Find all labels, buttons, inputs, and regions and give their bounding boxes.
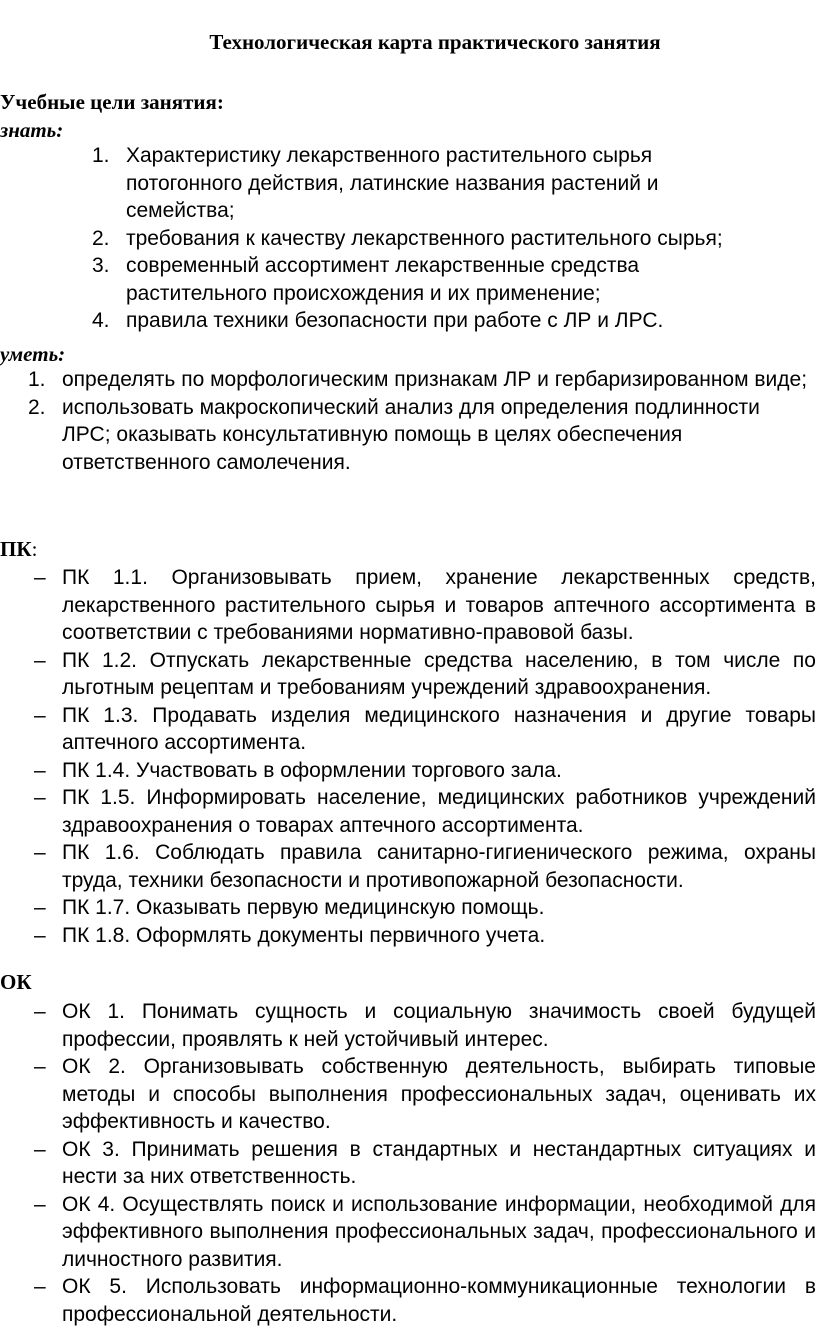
- list-item-text: Характеристику лекарственного растительного сырья потогонного действия, латинские названия растений и семейства;: [126, 144, 659, 222]
- dash-bullet: –: [34, 1137, 46, 1161]
- list-number: 2.: [92, 226, 110, 250]
- ok-heading: ОК: [0, 970, 32, 994]
- list-item: [0, 784, 816, 839]
- pk-heading: [0, 535, 37, 563]
- know-label: знать:: [0, 118, 64, 142]
- list-item: [0, 1053, 816, 1136]
- list-item-text: ОК 1. Понимать сущность и социальную значимость своей будущей профессии, проявлять к ней устойчивый интерес.: [62, 1000, 816, 1051]
- know-list: [92, 142, 752, 335]
- pk-list: [0, 564, 816, 949]
- list-item: [0, 564, 816, 647]
- list-number: 1.: [92, 144, 110, 167]
- list-item-text: ОК 4. Осуществлять поиск и использование информации, необходимой для эффективного выполнения профессиональных задач, профессионального и личностного развития.: [62, 1192, 816, 1271]
- list-item: [0, 922, 816, 950]
- list-item: [0, 1191, 816, 1274]
- list-number: 1.: [28, 368, 46, 391]
- dash-bullet: –: [34, 1275, 46, 1298]
- list-item: [92, 225, 752, 253]
- list-item: [0, 647, 816, 702]
- can-label: уметь:: [0, 342, 66, 366]
- dash-bullet: –: [34, 648, 46, 672]
- list-item-text: определять по морфологическим признакам ЛР и гербаризированном виде;: [62, 368, 808, 391]
- dash-bullet: –: [34, 1192, 46, 1216]
- dash-bullet: –: [34, 566, 46, 589]
- goals-heading: Учебные цели занятия:: [0, 90, 224, 114]
- dash-bullet: –: [34, 1055, 46, 1078]
- list-item: [0, 998, 816, 1053]
- list-item: [0, 757, 816, 785]
- list-item: [0, 894, 816, 922]
- dash-bullet: –: [34, 896, 46, 919]
- list-number: 2.: [28, 395, 46, 419]
- list-item-text: ПК 1.5. Информировать население, медицинских работников учреждений здравоохранения о товарах аптечного ассортимента.: [62, 786, 816, 837]
- list-item-text: ПК 1.4. Участвовать в оформлении торгового зала.: [62, 758, 562, 782]
- list-item: [0, 839, 816, 894]
- list-item-text: правила техники безопасности при работе с ЛР и ЛРС.: [126, 309, 664, 332]
- ok-list: [0, 998, 816, 1328]
- list-item: [28, 366, 808, 394]
- pk-colon: :: [31, 537, 38, 561]
- list-item-text: ОК 2. Организовывать собственную деятельность, выбирать типовые методы и способы выполнения профессиональных задач, оценивать их эффективность и качество.: [62, 1055, 816, 1133]
- dash-bullet: –: [34, 758, 46, 782]
- list-item-text: ПК 1.2. Отпускать лекарственные средства населению, в том числе по льготным рецептам и требованиям учреждений здравоохранения.: [62, 648, 816, 699]
- list-item-text: ПК 1.3. Продавать изделия медицинского назначения и другие товары аптечного ассортимента.: [62, 703, 816, 754]
- list-number: 4.: [92, 309, 110, 332]
- list-item: [0, 1273, 816, 1328]
- list-item: [0, 1136, 816, 1191]
- document-title: Технологическая карта практического занятия: [209, 30, 661, 54]
- list-item-text: ОК 5. Использовать информационно-коммуникационные технологии в профессиональной деятельности.: [62, 1275, 816, 1326]
- dash-bullet: –: [34, 841, 46, 864]
- list-item-text: ПК 1.1. Организовывать прием, хранение лекарственных средств, лекарственного растительного сырья и товаров аптечного ассортимента в соответствии с требованиями нормативно-правовой базы.: [62, 566, 816, 644]
- list-number: 3.: [92, 254, 110, 277]
- list-item-text: ПК 1.6. Соблюдать правила санитарно-гигиенического режима, охраны труда, техники безопасности и противопожарной безопасности.: [62, 841, 816, 892]
- dash-bullet: –: [34, 703, 46, 727]
- list-item: [92, 307, 752, 335]
- list-item-text: ПК 1.7. Оказывать первую медицинскую помощь.: [62, 896, 545, 919]
- list-item: [92, 252, 752, 307]
- can-list: [28, 366, 808, 476]
- list-item-text: использовать макроскопический анализ для определения подлинности ЛРС; оказывать консультативную помощь в целях обеспечения ответственного самолечения.: [62, 395, 760, 474]
- list-item-text: ОК 3. Принимать решения в стандартных и нестандартных ситуациях и нести за них ответственность.: [62, 1137, 816, 1188]
- list-item-text: современный ассортимент лекарственные средства растительного происхождения и их применение;: [126, 254, 640, 305]
- list-item: [28, 394, 808, 477]
- pk-label: ПК: [0, 537, 32, 561]
- dash-bullet: –: [34, 1000, 46, 1023]
- dash-bullet: –: [34, 786, 46, 809]
- list-item-text: требования к качеству лекарственного растительного сырья;: [126, 226, 723, 250]
- list-item: [0, 702, 816, 757]
- list-item: [92, 142, 752, 225]
- list-item-text: ПК 1.8. Оформлять документы первичного учета.: [62, 923, 546, 947]
- dash-bullet: –: [34, 923, 46, 947]
